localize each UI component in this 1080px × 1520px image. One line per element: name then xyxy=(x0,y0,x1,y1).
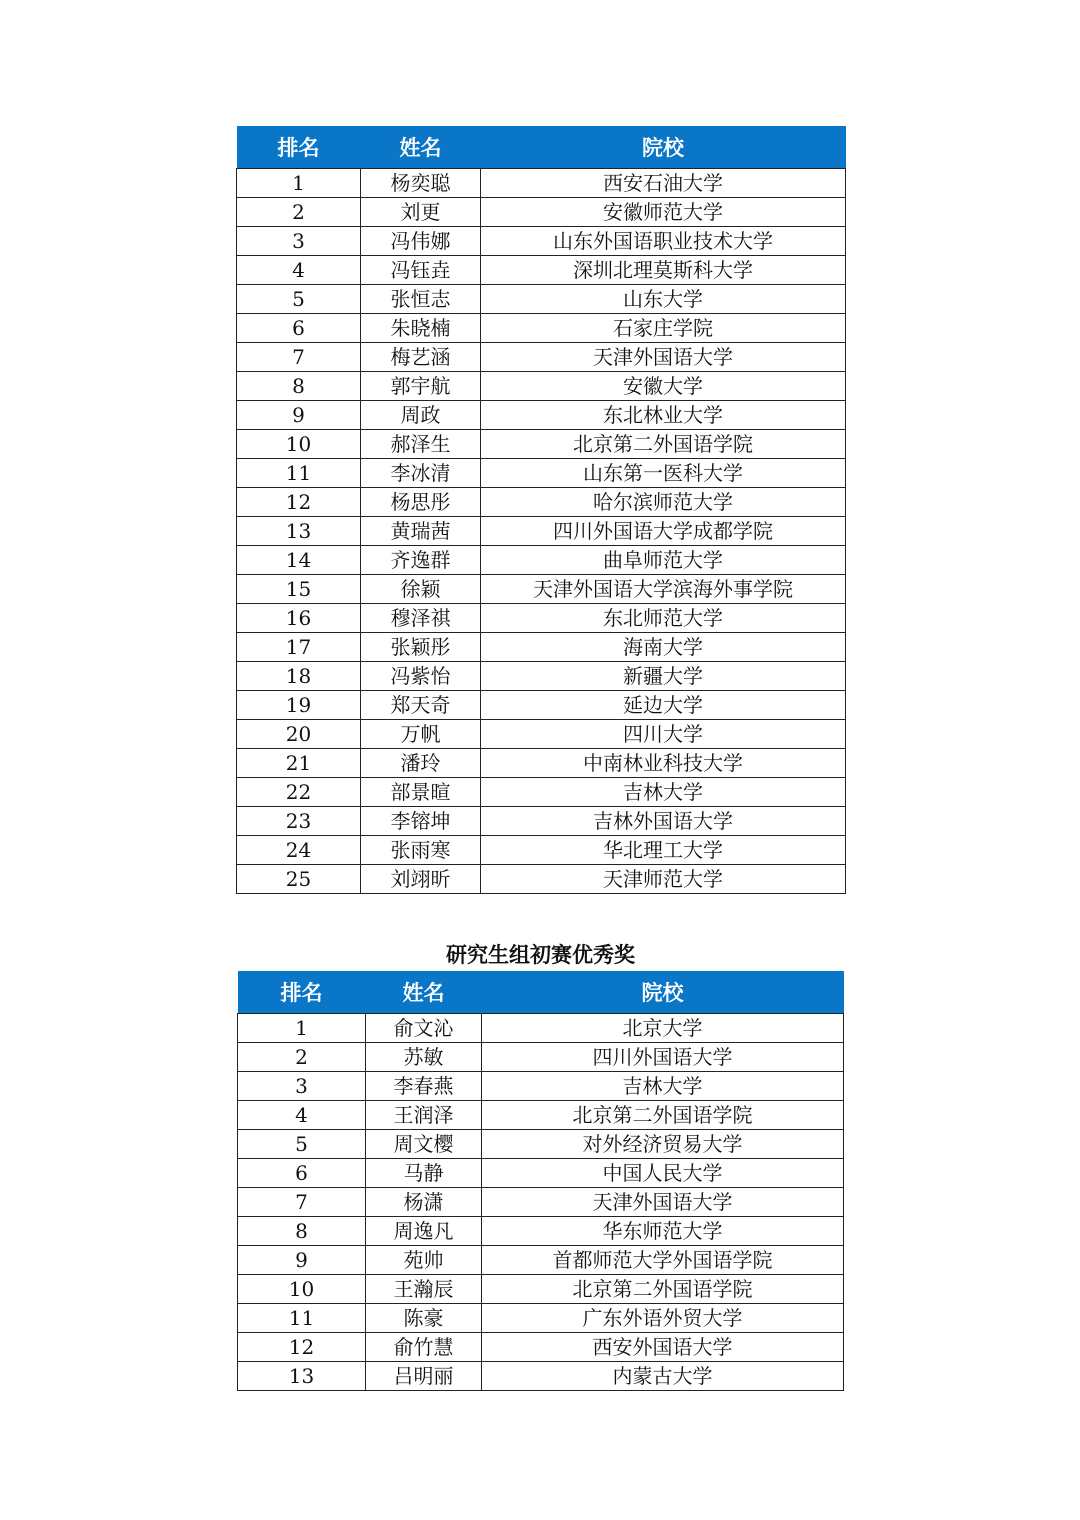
rank-cell: 20 xyxy=(237,720,361,749)
name-cell: 穆泽祺 xyxy=(361,604,481,633)
school-cell: 天津外国语大学滨海外事学院 xyxy=(481,575,846,604)
table-row xyxy=(237,807,846,836)
table-body xyxy=(237,169,846,894)
table-row xyxy=(237,372,846,401)
school-cell: 吉林外国语大学 xyxy=(481,807,846,836)
table-row xyxy=(237,546,846,575)
rank-cell: 17 xyxy=(237,633,361,662)
name-cell: 马静 xyxy=(366,1159,482,1188)
name-cell: 李冰清 xyxy=(361,459,481,488)
rank-cell: 12 xyxy=(238,1333,366,1362)
table-row xyxy=(237,488,846,517)
school-cell: 对外经济贸易大学 xyxy=(482,1130,844,1159)
ranking-table-1 xyxy=(236,126,846,894)
table-row xyxy=(238,1217,844,1246)
column-header-name: 姓名 xyxy=(366,971,482,1014)
school-cell: 首都师范大学外国语学院 xyxy=(482,1246,844,1275)
rank-cell: 4 xyxy=(238,1101,366,1130)
rank-cell: 5 xyxy=(237,285,361,314)
table-row xyxy=(237,285,846,314)
school-cell: 北京第二外国语学院 xyxy=(481,430,846,459)
name-cell: 万帆 xyxy=(361,720,481,749)
table-row xyxy=(238,1362,844,1391)
school-cell: 石家庄学院 xyxy=(481,314,846,343)
school-cell: 四川外国语大学 xyxy=(482,1043,844,1072)
table-row xyxy=(238,1130,844,1159)
school-cell: 天津外国语大学 xyxy=(482,1188,844,1217)
name-cell: 王瀚辰 xyxy=(366,1275,482,1304)
rank-cell: 16 xyxy=(237,604,361,633)
name-cell: 张颖彤 xyxy=(361,633,481,662)
name-cell: 杨潇 xyxy=(366,1188,482,1217)
school-cell: 北京第二外国语学院 xyxy=(482,1275,844,1304)
table-row xyxy=(238,1333,844,1362)
rank-cell: 11 xyxy=(238,1304,366,1333)
name-cell: 王润泽 xyxy=(366,1101,482,1130)
name-cell: 杨思彤 xyxy=(361,488,481,517)
name-cell: 郝泽生 xyxy=(361,430,481,459)
school-cell: 华东师范大学 xyxy=(482,1217,844,1246)
ranking-table-2 xyxy=(237,971,844,1391)
rank-cell: 12 xyxy=(237,488,361,517)
rank-cell: 13 xyxy=(237,517,361,546)
name-cell: 潘玲 xyxy=(361,749,481,778)
name-cell: 李镕坤 xyxy=(361,807,481,836)
name-cell: 李春燕 xyxy=(366,1072,482,1101)
name-cell: 吕明丽 xyxy=(366,1362,482,1391)
name-cell: 刘更 xyxy=(361,198,481,227)
school-cell: 山东外国语职业技术大学 xyxy=(481,227,846,256)
name-cell: 俞竹慧 xyxy=(366,1333,482,1362)
school-cell: 华北理工大学 xyxy=(481,836,846,865)
name-cell: 苑帅 xyxy=(366,1246,482,1275)
table-row xyxy=(237,256,846,285)
column-header-rank: 排名 xyxy=(238,971,366,1014)
school-cell: 四川大学 xyxy=(481,720,846,749)
name-cell: 周政 xyxy=(361,401,481,430)
name-cell: 苏敏 xyxy=(366,1043,482,1072)
table-row xyxy=(237,604,846,633)
table-row xyxy=(237,430,846,459)
name-cell: 郭宇航 xyxy=(361,372,481,401)
rank-cell: 11 xyxy=(237,459,361,488)
school-cell: 深圳北理莫斯科大学 xyxy=(481,256,846,285)
table-row xyxy=(238,1246,844,1275)
school-cell: 中南林业科技大学 xyxy=(481,749,846,778)
table-row xyxy=(237,169,846,198)
table-row xyxy=(237,691,846,720)
rank-cell: 2 xyxy=(237,198,361,227)
school-cell: 内蒙古大学 xyxy=(482,1362,844,1391)
rank-cell: 6 xyxy=(237,314,361,343)
table-row xyxy=(237,575,846,604)
column-header-rank: 排名 xyxy=(237,126,361,169)
table-body xyxy=(238,1014,844,1391)
rank-cell: 18 xyxy=(237,662,361,691)
school-cell: 东北林业大学 xyxy=(481,401,846,430)
column-header-name: 姓名 xyxy=(361,126,481,169)
rank-cell: 8 xyxy=(238,1217,366,1246)
name-cell: 杨奕聪 xyxy=(361,169,481,198)
rank-cell: 15 xyxy=(237,575,361,604)
table-row xyxy=(237,778,846,807)
table-row xyxy=(238,1159,844,1188)
name-cell: 黄瑞茜 xyxy=(361,517,481,546)
school-cell: 北京第二外国语学院 xyxy=(482,1101,844,1130)
school-cell: 天津师范大学 xyxy=(481,865,846,894)
table-row xyxy=(238,1275,844,1304)
school-cell: 安徽大学 xyxy=(481,372,846,401)
name-cell: 郑天奇 xyxy=(361,691,481,720)
school-cell: 延边大学 xyxy=(481,691,846,720)
rank-cell: 13 xyxy=(238,1362,366,1391)
name-cell: 周逸凡 xyxy=(366,1217,482,1246)
column-header-school: 院校 xyxy=(482,971,844,1014)
table-row xyxy=(237,198,846,227)
rank-cell: 7 xyxy=(237,343,361,372)
school-cell: 北京大学 xyxy=(482,1014,844,1043)
school-cell: 广东外语外贸大学 xyxy=(482,1304,844,1333)
rank-cell: 24 xyxy=(237,836,361,865)
name-cell: 部景暄 xyxy=(361,778,481,807)
school-cell: 哈尔滨师范大学 xyxy=(481,488,846,517)
table-row xyxy=(238,1072,844,1101)
table-row xyxy=(237,401,846,430)
rank-cell: 8 xyxy=(237,372,361,401)
rank-cell: 2 xyxy=(238,1043,366,1072)
rank-cell: 10 xyxy=(237,430,361,459)
rank-cell: 25 xyxy=(237,865,361,894)
table-row xyxy=(238,1043,844,1072)
table-header-row xyxy=(238,971,844,1014)
name-cell: 俞文沁 xyxy=(366,1014,482,1043)
name-cell: 齐逸群 xyxy=(361,546,481,575)
name-cell: 冯伟娜 xyxy=(361,227,481,256)
rank-cell: 1 xyxy=(237,169,361,198)
table-row xyxy=(237,836,846,865)
school-cell: 曲阜师范大学 xyxy=(481,546,846,575)
school-cell: 新疆大学 xyxy=(481,662,846,691)
rank-cell: 4 xyxy=(237,256,361,285)
school-cell: 吉林大学 xyxy=(482,1072,844,1101)
rank-cell: 21 xyxy=(237,749,361,778)
rank-cell: 6 xyxy=(238,1159,366,1188)
school-cell: 山东大学 xyxy=(481,285,846,314)
rank-cell: 7 xyxy=(238,1188,366,1217)
school-cell: 四川外国语大学成都学院 xyxy=(481,517,846,546)
name-cell: 徐颖 xyxy=(361,575,481,604)
rank-cell: 23 xyxy=(237,807,361,836)
table-row xyxy=(238,1101,844,1130)
school-cell: 安徽师范大学 xyxy=(481,198,846,227)
rank-cell: 1 xyxy=(238,1014,366,1043)
name-cell: 刘翊昕 xyxy=(361,865,481,894)
table-row xyxy=(238,1188,844,1217)
school-cell: 吉林大学 xyxy=(481,778,846,807)
name-cell: 陈豪 xyxy=(366,1304,482,1333)
section-title: 研究生组初赛优秀奖 xyxy=(446,943,635,967)
table-row xyxy=(237,865,846,894)
table-row xyxy=(237,749,846,778)
rank-cell: 19 xyxy=(237,691,361,720)
school-cell: 山东第一医科大学 xyxy=(481,459,846,488)
name-cell: 梅艺涵 xyxy=(361,343,481,372)
table-header-row xyxy=(237,126,846,169)
rank-cell: 3 xyxy=(238,1072,366,1101)
table-row xyxy=(237,314,846,343)
name-cell: 周文樱 xyxy=(366,1130,482,1159)
table-row xyxy=(237,662,846,691)
table-row xyxy=(237,343,846,372)
school-cell: 西安外国语大学 xyxy=(482,1333,844,1362)
school-cell: 西安石油大学 xyxy=(481,169,846,198)
table-row xyxy=(237,720,846,749)
rank-cell: 14 xyxy=(237,546,361,575)
rank-cell: 9 xyxy=(237,401,361,430)
name-cell: 冯紫怡 xyxy=(361,662,481,691)
table-row xyxy=(237,459,846,488)
rank-cell: 3 xyxy=(237,227,361,256)
rank-cell: 22 xyxy=(237,778,361,807)
table-row xyxy=(238,1304,844,1333)
table-row xyxy=(237,517,846,546)
name-cell: 张恒志 xyxy=(361,285,481,314)
name-cell: 朱晓楠 xyxy=(361,314,481,343)
column-header-school: 院校 xyxy=(481,126,846,169)
school-cell: 中国人民大学 xyxy=(482,1159,844,1188)
school-cell: 天津外国语大学 xyxy=(481,343,846,372)
rank-cell: 5 xyxy=(238,1130,366,1159)
rank-cell: 9 xyxy=(238,1246,366,1275)
school-cell: 东北师范大学 xyxy=(481,604,846,633)
name-cell: 冯钰垚 xyxy=(361,256,481,285)
table-row xyxy=(238,1014,844,1043)
name-cell: 张雨寒 xyxy=(361,836,481,865)
table-row xyxy=(237,633,846,662)
table-row xyxy=(237,227,846,256)
rank-cell: 10 xyxy=(238,1275,366,1304)
school-cell: 海南大学 xyxy=(481,633,846,662)
